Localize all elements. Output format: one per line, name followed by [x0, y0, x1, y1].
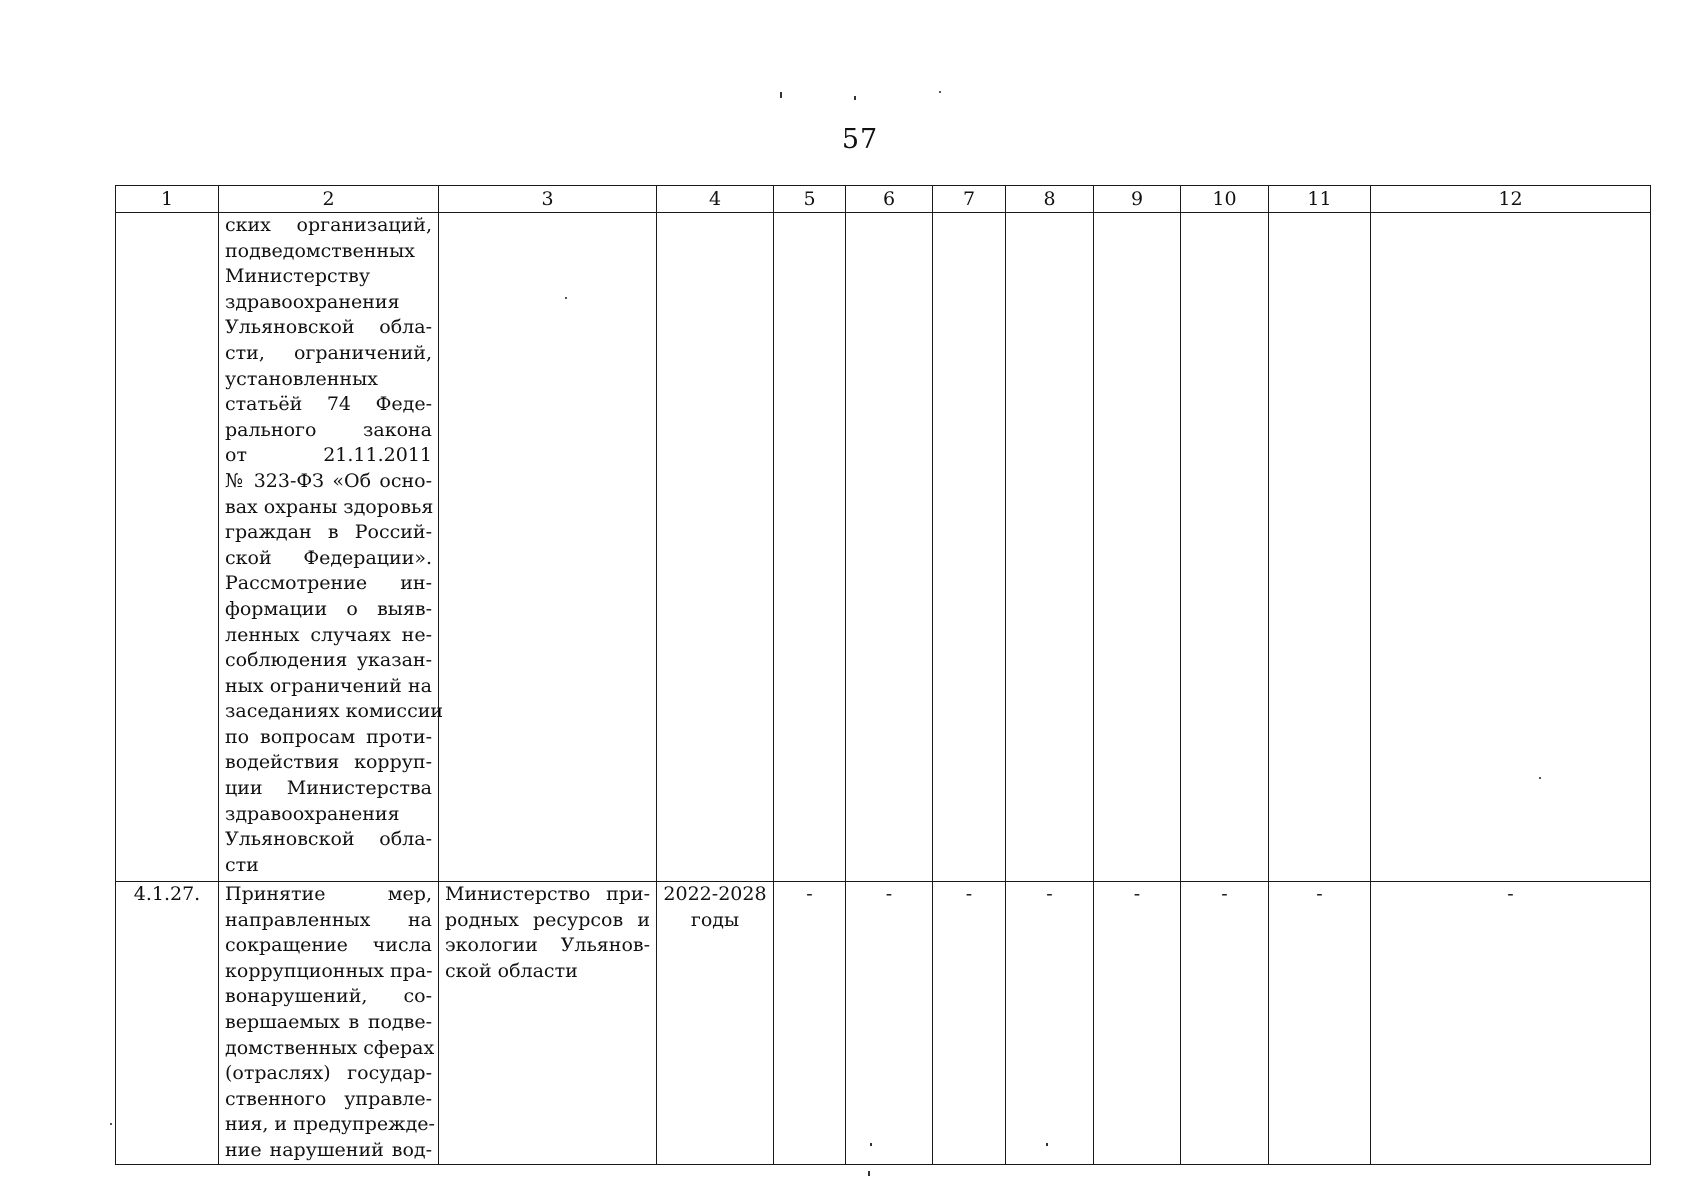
- column-header: 9: [1094, 186, 1181, 213]
- column-header: 1: [116, 186, 219, 213]
- text-line: вершаемых в подве-: [225, 1010, 432, 1033]
- value-cell: -: [1371, 882, 1651, 1165]
- value-cell: [1371, 213, 1651, 882]
- column-header: 7: [933, 186, 1006, 213]
- measure-description: [219, 882, 439, 1165]
- text-line: подведомственных: [225, 239, 415, 262]
- value-cell: [1094, 213, 1181, 882]
- text-line: вах охраны здоровья: [225, 495, 434, 518]
- column-header: 2: [219, 186, 439, 213]
- column-header: 8: [1006, 186, 1094, 213]
- value-cell: -: [774, 882, 846, 1165]
- text-line: вонарушений, со-: [225, 985, 432, 1008]
- text-line: коррупционных пра-: [225, 959, 433, 982]
- item-number: 4.1.27.: [116, 882, 219, 1165]
- value-cell: -: [1181, 882, 1269, 1165]
- text-line: граждан в Россий-: [225, 521, 432, 544]
- text-line: Министерство при-: [445, 883, 650, 905]
- measure-description: [219, 213, 444, 882]
- text-line: статьёй 74 Феде-: [225, 393, 432, 416]
- text-line: заседаниях комиссии: [225, 700, 444, 723]
- column-header: 4: [657, 186, 774, 213]
- text-line: сти: [225, 853, 259, 876]
- column-header: 10: [1181, 186, 1269, 213]
- text-line: от 21.11.2011: [225, 444, 432, 467]
- period-years: 2022-2028: [663, 883, 767, 905]
- column-header: 11: [1269, 186, 1371, 213]
- value-cell: [846, 213, 933, 882]
- text-line: водействия корруп-: [225, 751, 432, 774]
- text-line: рального закона: [225, 418, 432, 441]
- text-line: Ульяновской обла-: [225, 828, 432, 851]
- text-line: ственного управле-: [225, 1087, 432, 1110]
- text-line: формации о выяв-: [225, 597, 432, 620]
- text-line: Ульяновской обла-: [225, 316, 432, 339]
- value-cell: -: [846, 882, 933, 1165]
- text-line: здравоохранения: [225, 290, 400, 313]
- scan-speck: [780, 92, 782, 98]
- text-line: установленных: [225, 367, 378, 390]
- value-cell: [1181, 213, 1269, 882]
- page-number: 57: [841, 124, 879, 155]
- text-line: по вопросам проти-: [225, 725, 432, 748]
- table-row: [116, 213, 1651, 882]
- value-cell: [774, 213, 846, 882]
- scan-speck: [854, 96, 856, 100]
- text-line: родных ресурсов и: [445, 908, 650, 931]
- text-line: ных ограничений на: [225, 674, 432, 697]
- text-line: здравоохранения: [225, 802, 400, 825]
- column-header: 5: [774, 186, 846, 213]
- value-cell: -: [1269, 882, 1371, 1165]
- value-cell: [1006, 213, 1094, 882]
- table-row: [116, 882, 1651, 1165]
- period: [657, 213, 774, 882]
- header-row: [116, 186, 1651, 213]
- text-line: № 323-ФЗ «Об осно-: [225, 469, 432, 492]
- value-cell: [1269, 213, 1371, 882]
- text-line: ние нарушений вод-: [225, 1138, 432, 1161]
- value-cell: -: [1006, 882, 1094, 1165]
- text-line: ции Министерства: [225, 777, 432, 800]
- text-line: ленных случаях не-: [225, 623, 432, 646]
- executor: [439, 882, 657, 1165]
- item-number: [116, 213, 219, 882]
- executor: [439, 213, 657, 882]
- period: [657, 882, 774, 1165]
- text-line: (отраслях) государ-: [225, 1062, 432, 1085]
- scan-speck: [110, 1123, 112, 1125]
- measures-table: [115, 185, 1651, 1165]
- text-line: Министерству: [225, 265, 371, 288]
- column-header: 6: [846, 186, 933, 213]
- text-line: домственных сферах: [225, 1036, 435, 1059]
- scan-speck: [868, 1171, 870, 1176]
- text-line: ской Федерации».: [225, 546, 432, 569]
- text-line: Рассмотрение ин-: [225, 572, 432, 595]
- text-line: сокращение числа: [225, 934, 432, 957]
- column-header: 3: [439, 186, 657, 213]
- text-line: экологии Ульянов-: [445, 934, 650, 957]
- text-line: соблюдения указан-: [225, 649, 432, 672]
- value-cell: -: [1094, 882, 1181, 1165]
- text-line: ских организаций,: [225, 214, 432, 236]
- value-cell: -: [933, 882, 1006, 1165]
- period-unit: годы: [690, 908, 740, 931]
- text-line: Принятие мер,: [225, 883, 432, 905]
- text-line: ния, и предупрежде-: [225, 1113, 435, 1136]
- text-line: сти, ограничений,: [225, 341, 432, 364]
- text-line: ской области: [445, 959, 578, 982]
- column-header: 12: [1371, 186, 1651, 213]
- scan-speck: [939, 91, 941, 93]
- text-line: направленных на: [225, 908, 432, 931]
- value-cell: [933, 213, 1006, 882]
